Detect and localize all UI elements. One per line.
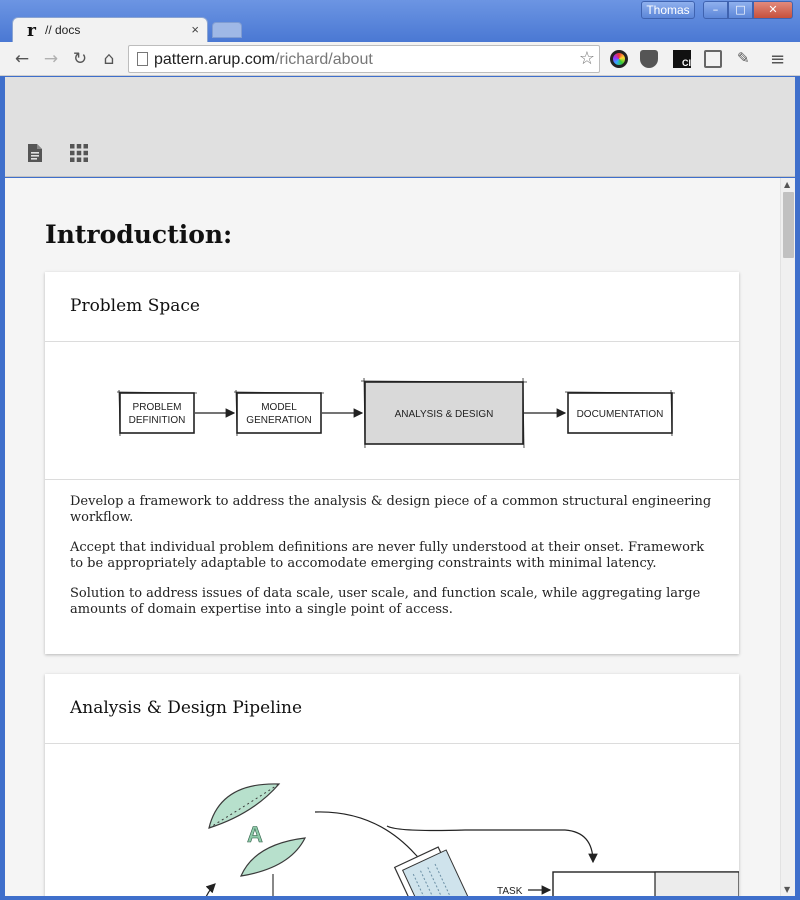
- color-picker-extension-icon[interactable]: [610, 50, 628, 68]
- tab-title: // docs: [45, 23, 81, 37]
- app-header: [5, 77, 795, 177]
- flow-label: DEFINITION: [128, 415, 186, 426]
- page-content: [5, 178, 780, 896]
- apps-grid-icon[interactable]: [69, 143, 89, 163]
- flow-label: DOCUMENTATION: [576, 409, 664, 420]
- url-host: pattern.arup.com: [154, 51, 275, 68]
- document-stack-icon: [395, 845, 474, 896]
- back-icon[interactable]: ←: [14, 49, 30, 69]
- flow-step-analysis-design: [361, 378, 527, 448]
- divider: [45, 479, 739, 480]
- task-label: TASK: [497, 886, 523, 897]
- title-bar: [0, 0, 800, 42]
- address-bar[interactable]: [128, 45, 600, 73]
- scroll-thumb[interactable]: [783, 192, 794, 258]
- cast-icon[interactable]: [704, 50, 722, 68]
- problem-space-description: [70, 494, 720, 632]
- card-title: Analysis & Design Pipeline: [70, 698, 303, 718]
- paragraph: Solution to address issues of data scale, user scale, and function scale, while aggregating large amounts of domain expertise into a single point of access.: [70, 586, 701, 617]
- page-scrollbar[interactable]: [780, 178, 795, 896]
- new-tab-button[interactable]: [212, 22, 242, 38]
- scroll-up-icon[interactable]: ▲: [784, 180, 791, 189]
- paragraph: Develop a framework to address the analysis & design piece of a common structural engineering workflow.: [70, 494, 712, 525]
- ci-extension-icon[interactable]: CI: [673, 50, 691, 68]
- reload-icon[interactable]: ↻: [72, 49, 88, 69]
- pocket-extension-icon[interactable]: [640, 50, 658, 68]
- star-icon[interactable]: ☆: [578, 48, 595, 69]
- pipeline-card: [45, 674, 739, 896]
- pipeline-diagram: [45, 744, 739, 896]
- url-path: /richard/about: [274, 51, 373, 68]
- browser-toolbar: [0, 42, 800, 76]
- page-title: Introduction:: [45, 220, 233, 249]
- menu-icon[interactable]: ≡: [770, 49, 786, 70]
- flow-step-documentation: [565, 390, 675, 436]
- browser-tab[interactable]: [12, 17, 208, 43]
- flow-label: GENERATION: [246, 415, 312, 426]
- close-window-button[interactable]: ✕: [753, 1, 793, 19]
- document-icon[interactable]: [25, 143, 45, 163]
- diagram-letter: A: [247, 822, 263, 847]
- tab-close-icon[interactable]: ×: [191, 22, 199, 37]
- card-title: Problem Space: [70, 296, 200, 316]
- flow-step-model-generation: [234, 390, 324, 436]
- page-icon: [137, 52, 148, 66]
- home-icon[interactable]: ⌂: [103, 49, 115, 69]
- favicon-icon: r: [27, 21, 36, 41]
- flow-label: MODEL: [261, 402, 297, 413]
- scroll-down-icon[interactable]: ▼: [784, 885, 791, 894]
- workflow-diagram: [45, 342, 739, 479]
- paragraph: Accept that individual problem definitions are never fully understood at their onset. Framework to be appropriately adaptable to accomodate emerging constraints with minimal latency.: [70, 540, 705, 571]
- extension-icon[interactable]: ✎: [737, 49, 750, 67]
- forward-icon[interactable]: →: [43, 49, 59, 69]
- flow-label: ANALYSIS & DESIGN: [394, 409, 494, 420]
- minimize-button[interactable]: –: [703, 1, 728, 19]
- user-profile-button[interactable]: Thomas: [641, 1, 695, 19]
- flow-label: PROBLEM: [132, 402, 182, 413]
- problem-space-card: [45, 272, 739, 654]
- url-text[interactable]: [154, 51, 373, 69]
- maximize-button[interactable]: □: [728, 1, 753, 19]
- flow-step-problem-definition: [117, 390, 197, 436]
